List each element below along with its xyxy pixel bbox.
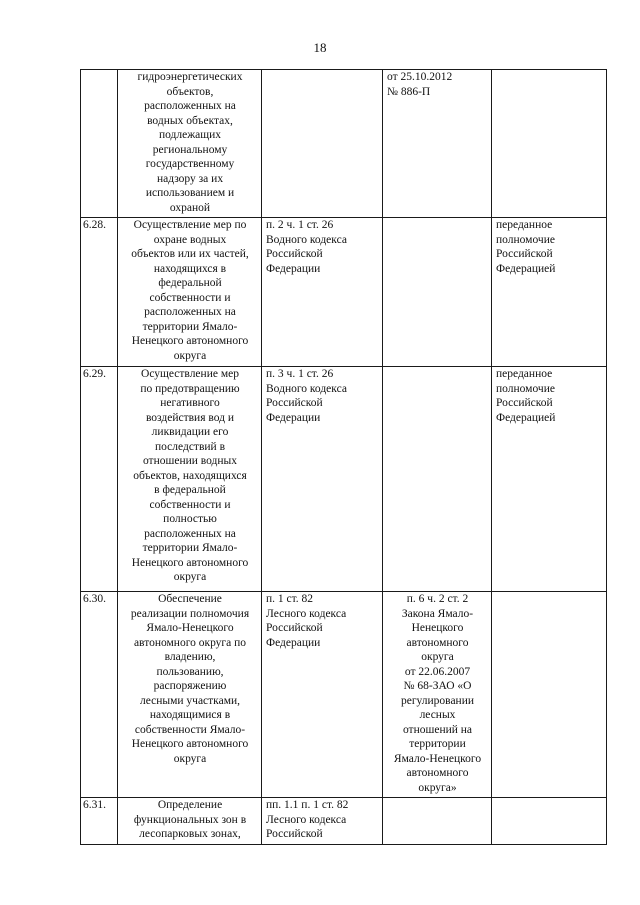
- federal-law-cell: п. 2 ч. 1 ст. 26 Водного кодекса Российской Федерации: [262, 218, 383, 367]
- row-number-cell: 6.28.: [81, 218, 118, 367]
- note-cell: переданное полномочие Российской Федерацией: [492, 218, 607, 367]
- power-name-cell: Обеспечение реализации полномочия Ямало-Ненецкого автономного округа по владению, пользованию, распоряжению лесными участками, находящимися в собственности Ямало- Ненецкого автономного округа: [118, 592, 262, 798]
- table-row: [81, 592, 607, 798]
- power-name-cell: Осуществление мер по предотвращению негативного воздействия вод и ликвидации его последствий в отношении водных объектов, находящихся в федеральной собственности и полностью расположенных на территории Ямало- Ненецкого автономного округа: [118, 367, 262, 592]
- federal-law-cell: пп. 1.1 п. 1 ст. 82 Лесного кодекса Российской: [262, 798, 383, 845]
- note-cell: [492, 592, 607, 798]
- row-number-cell: [81, 70, 118, 218]
- row-number-cell: 6.31.: [81, 798, 118, 845]
- federal-law-cell: [262, 70, 383, 218]
- table-row: [81, 70, 607, 218]
- regional-act-cell: п. 6 ч. 2 ст. 2 Закона Ямало- Ненецкого автономного округа от 22.06.2007 № 68-ЗАО «О регулировании лесных отношений на территории Ямало-Ненецкого автономного округа»: [383, 592, 492, 798]
- regional-act-cell: [383, 218, 492, 367]
- note-cell: переданное полномочие Российской Федерацией: [492, 367, 607, 592]
- regional-act-cell: [383, 367, 492, 592]
- power-name-cell: Определение функциональных зон в лесопарковых зонах,: [118, 798, 262, 845]
- row-number-cell: 6.30.: [81, 592, 118, 798]
- table-row: [81, 798, 607, 845]
- federal-law-cell: п. 3 ч. 1 ст. 26 Водного кодекса Российской Федерации: [262, 367, 383, 592]
- row-number-cell: 6.29.: [81, 367, 118, 592]
- table-row: [81, 218, 607, 367]
- note-cell: [492, 798, 607, 845]
- federal-law-cell: п. 1 ст. 82 Лесного кодекса Российской Федерации: [262, 592, 383, 798]
- regional-act-cell: [383, 798, 492, 845]
- note-cell: [492, 70, 607, 218]
- page-number: 18: [313, 40, 327, 55]
- regional-act-cell: от 25.10.2012 № 886-П: [383, 70, 492, 218]
- power-name-cell: гидроэнергетических объектов, расположенных на водных объектах, подлежащих региональному государственному надзору за их использованием и охраной: [118, 70, 262, 218]
- table-row: [81, 367, 607, 592]
- powers-table: [80, 69, 607, 845]
- power-name-cell: Осуществление мер по охране водных объектов или их частей, находящихся в федеральной собственности и расположенных на территории Ямало- Ненецкого автономного округа: [118, 218, 262, 367]
